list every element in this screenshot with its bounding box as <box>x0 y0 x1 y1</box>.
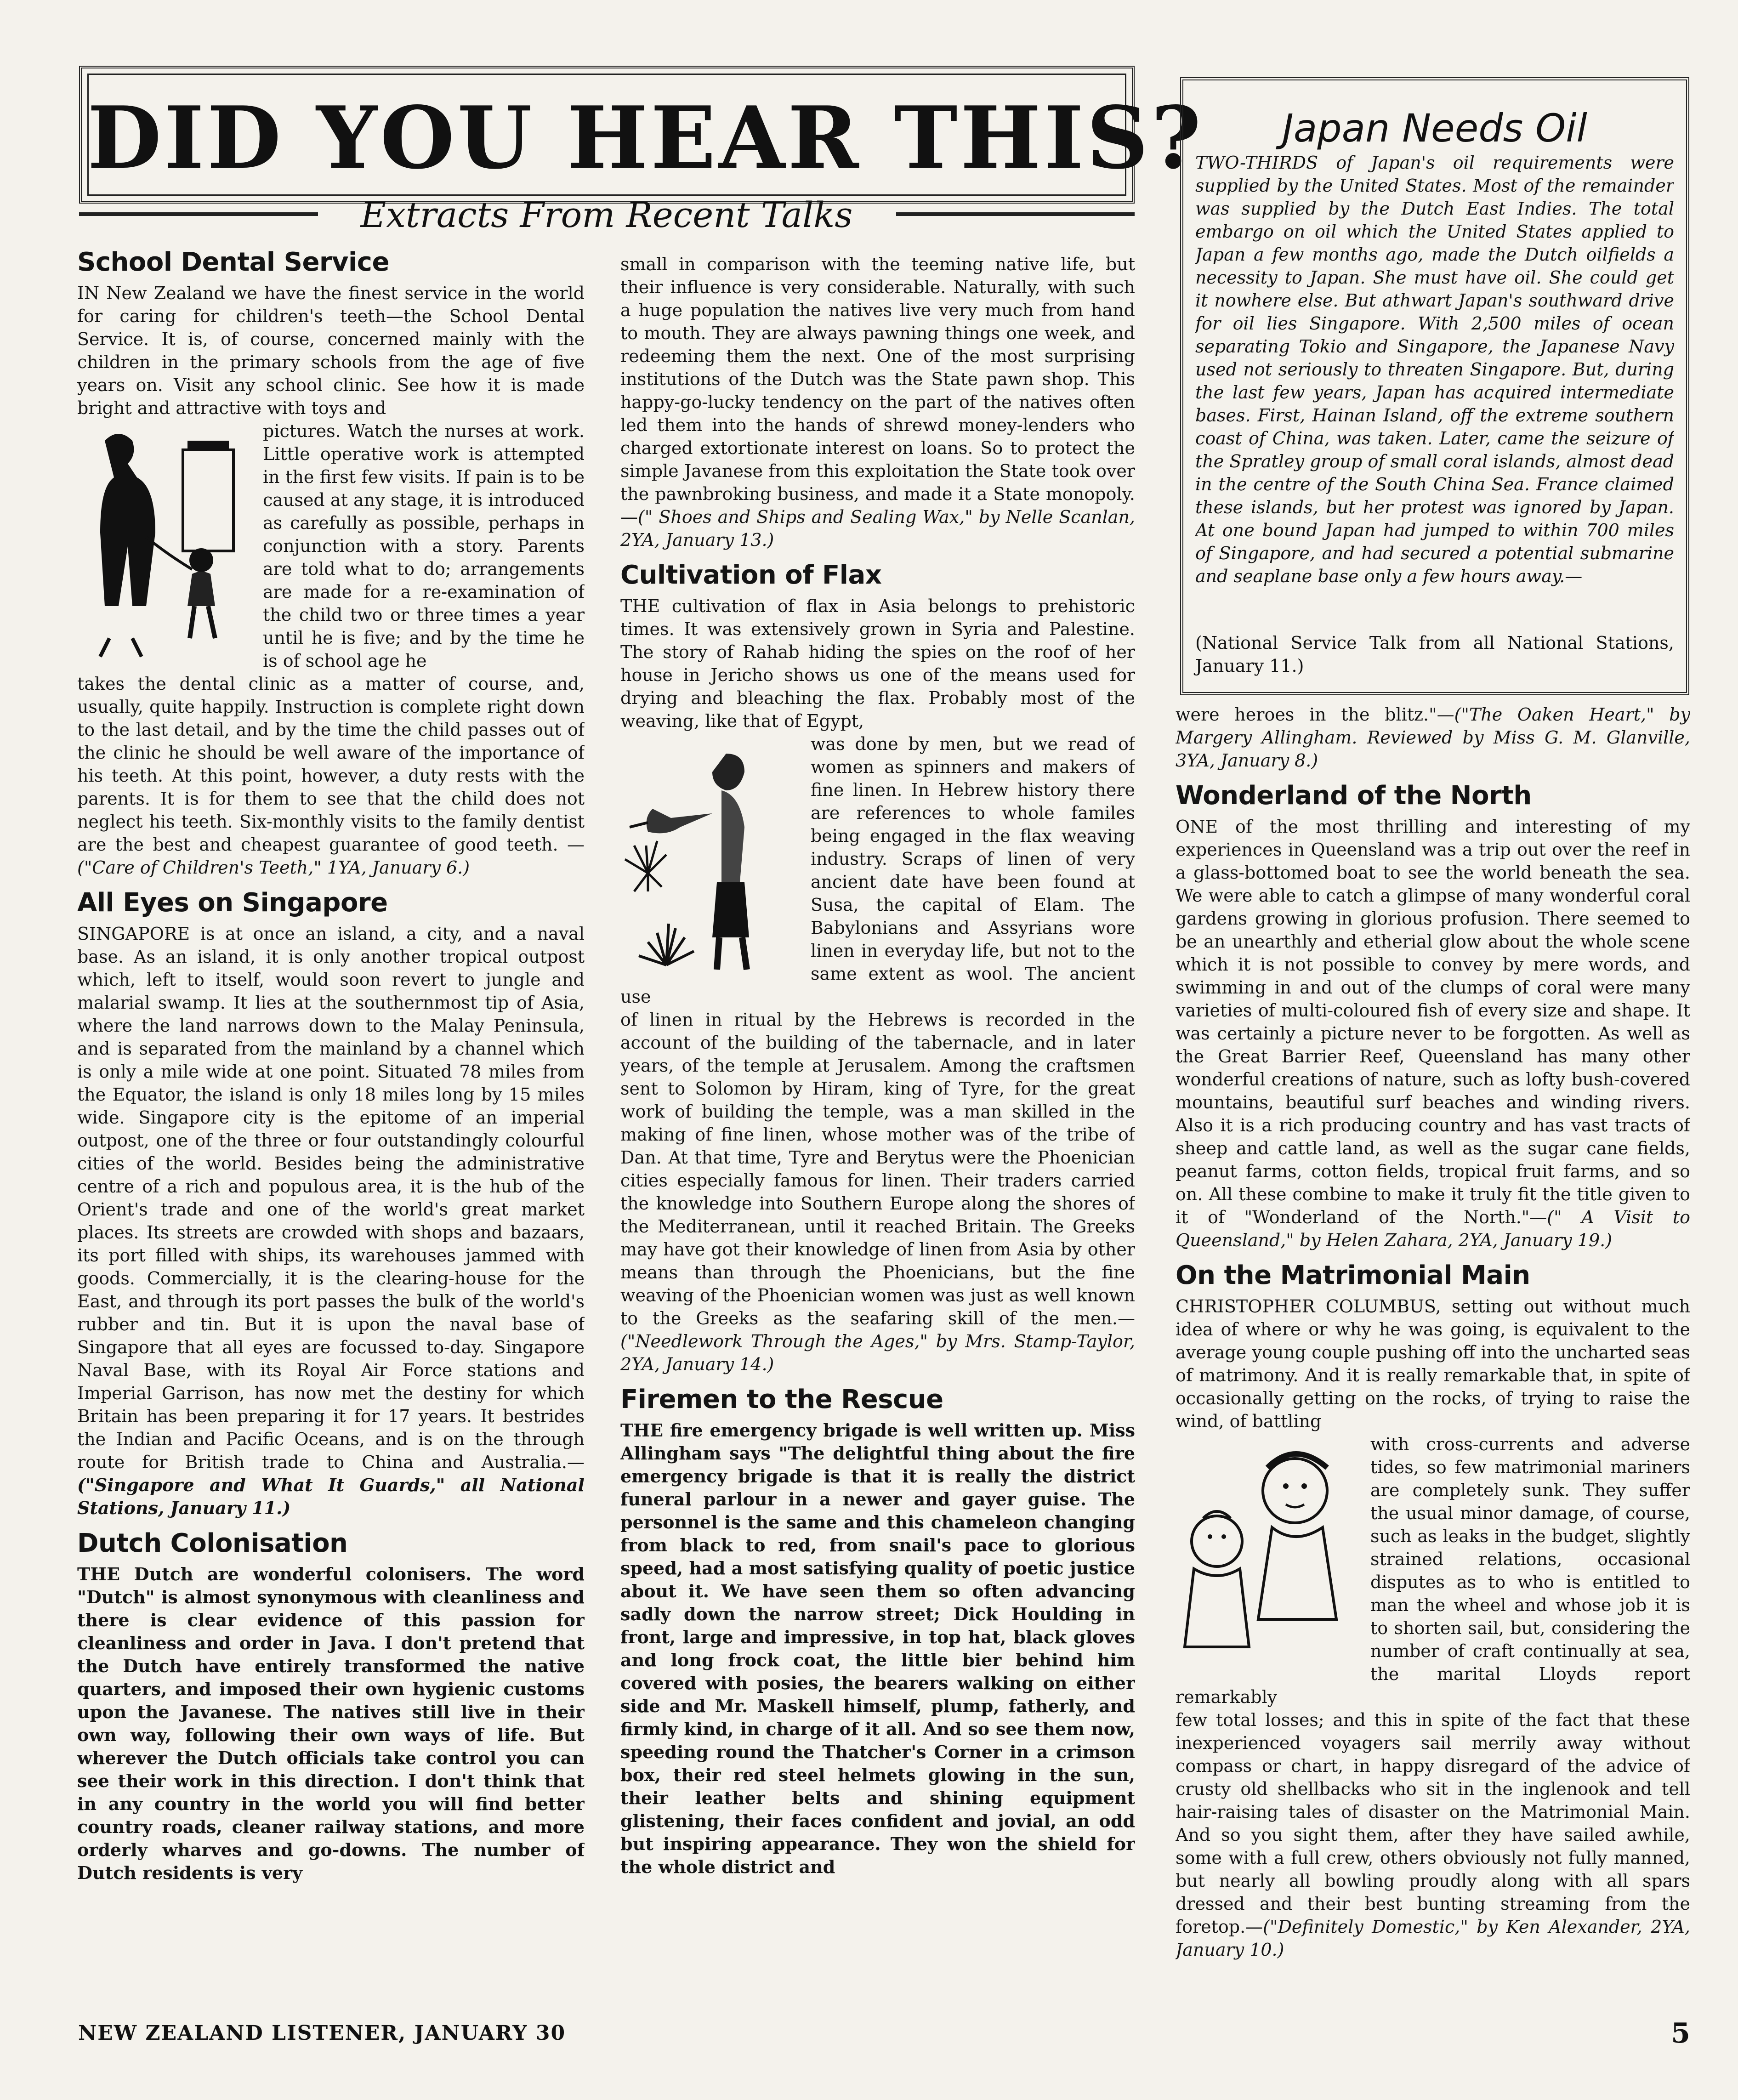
column-3 <box>1176 703 1690 1978</box>
dental-body-2: pictures. Watch the nurses at work. Little operative work is attempted in the first few visits. If pain is to be caused at any stage, it is introduced as carefully as possible, perhaps in conjunction with a story. Parents are told what to do; arrangements are made for a re-examination of the child two or three times a year until he is five; and by the time he is of school age he <box>263 421 585 671</box>
heading-firemen: Firemen to the Rescue <box>620 1385 943 1414</box>
firemen-cite: ("The Oaken Heart," by Margery Allingham. Reviewed by Miss G. M. Glanville, 3YA, January 8.) <box>1176 704 1690 771</box>
sidebar-credit: (National Service Talk from all National Stations, January 11.) <box>1195 633 1674 676</box>
dentist-nurse-child-illustration <box>77 422 252 661</box>
footer-page-number: 5 <box>1671 2017 1691 2049</box>
matrimonial-body-3 <box>1176 1708 1690 1961</box>
heading-dental: School Dental Service <box>77 247 389 277</box>
matrimonial-body-2: with cross-currents and adverse tides, so few matrimonial mariners are completely sunk. They suffer the usual minor damage, of course, such as leaks in the budget, slightly strained relations, occasional disputes as to who is entitled to man the wheel and whose job it is to shorten sail, but, considering the number of craft continually at sea, the marital Lloyds report remarkably <box>1176 1434 1690 1707</box>
flax-body-3 <box>620 1008 1135 1376</box>
dutch-body: THE Dutch are wonderful colonisers. The word "Dutch" is almost synonymous with cleanliness and there is clear evidence of this passion for cleanliness and order in Java. I don't pretend that the Dutch have entirely transformed the native quarters, and imposed their own hygienic customs upon the Javanese. The natives still live in their own way, following their own ways of life. But wherever the Dutch officials take control you can see their work in this direction. I don't think that in any country in the world you will find better country roads, cleaner railway stations, and more orderly wharves and go-downs. The number of Dutch residents is very <box>77 1564 585 1883</box>
flax-body-3-text: of linen in ritual by the Hebrews is recorded in the account of the building of the tabernacle, and in later years, of the temple at Jerusalem. Among the craftsmen sent to Solomon by Hiram, king of Tyre, for the great work of building the temple, was a man skilled in the making of fine linen, whose mother was of the tribe of Dan. At that time, Tyre and Berytus were the Phoenician cities especially famous for linen. Their traders carried the knowledge into Southern Europe along the shores of the Mediterranean, until it reached Britain. The Greeks may have got their knowledge of linen from Asia by other means than through the Phoenicians, but the fine weaving of the Phoenician women was just as well known to the Greeks as the seafaring skill of the men.— <box>620 1010 1135 1328</box>
heading-flax: Cultivation of Flax <box>620 560 882 590</box>
heading-matrimonial: On the Matrimonial Main <box>1176 1260 1530 1290</box>
firemen-body: THE fire emergency brigade is well written up. Miss Allingham says "The delightful thing about the fire emergency brigade is that it is really the district funeral parlour in a newer and gayer guise. The personnel is the same and this chameleon changing from black to red, from snail's pace to glorious speed, had a most satisfying quality of poetic justice about it. We have seen them so often advancing sadly down the narrow street; Dick Houlding in front, large and impressive, in top hat, black gloves and long frock coat, the little bier behind him covered with posies, the bearers walking on either side and Mr. Maskell himself, plump, fatherly, and firmly kind, in charge of it all. And so see them now, speeding round the Thatcher's Corner in a crimson box, their red steel helmets glowing in the sun, their leather belts and shining equipment glistening, their faces confident and jovial, an odd but inspiring appearance. They won the shield for the whole district and <box>620 1420 1135 1877</box>
heading-wonderland: Wonderland of the North <box>1176 781 1532 811</box>
subtitle-rule-left <box>79 212 318 216</box>
sidebar-body: TWO-THIRDS of Japan's oil requirements were supplied by the United States. Most of the remainder was supplied by the Dutch East Indies. The total embargo on oil which the United States applied to Japan a few months ago, made the Dutch oilfields a necessity to Japan. She must have oil. She could get it nowhere else. But athwart Japan's southward drive for oil lies Singapore. With 2,500 miles of ocean separating Tokio and Singapore, the Japanese Navy used not seriously to threaten Singapore. But, during the last few years, Japan has acquired intermediate bases. First, Hainan Island, off the extreme southern coast of China, was taken. Later, came the seizure of the Spratley group of small coral islands, almost dead in the centre of the South China Sea. France claimed these islands, but her protest was ignored by Japan. At one bound Japan had jumped to within 700 miles of Singapore, and had secured a potential submarine and seaplane base only a few hours away.— <box>1195 153 1674 586</box>
couple-illustration <box>1176 1436 1359 1665</box>
firemen-body-cont-text: were heroes in the blitz."— <box>1176 704 1454 725</box>
dutch-body-cont-text: small in comparison with the teeming native life, but their influence is very considerable. Naturally, with such a huge population the natives live very much from hand to mouth. They are always pawning things one week, and redeeming them the next. One of the most surprising institutions of the Dutch was the State pawn shop. This happy-go-lucky tendency on the part of the natives often led them into the hands of shrewd money-lenders who charged extortionate interest on loans. So to protect the simple Javanese from this exploitation the State took over the pawnbroking business, and made it a State monopoly.— <box>620 254 1135 527</box>
flax-cite: ("Needlework Through the Ages," by Mrs. Stamp-Taylor, 2YA, January 14.) <box>620 1331 1135 1374</box>
singapore-body-text: SINGAPORE is at once an island, a city, and a naval base. As an island, it is only another tropical outpost which, left to itself, would soon revert to jungle and malarial swamp. It lies at the southernmost tip of Asia, where the land narrows down to the Malay Peninsula, and is separated from the mainland by a channel which is only a mile wide at one point. Situated 78 miles from the Equator, the island is only 18 miles long by 15 miles wide. Singapore city is the epitome of an imperial outpost, one of the three or four outstandingly colourful cities of the world. Besides being the administrative centre of a rich and populous area, it is the hub of the Orient's trade and one of the world's great market places. Its streets are crowded with shops and bazaars, its port filled with ships, its warehouses jammed with goods. Commercially, it is the clearing-house for the East, and through its port passes the bulk of the world's rubber and tin. But it is upon the naval base of Singapore that all eyes are focussed to-day. Singapore Naval Base, with its Royal Air Force stations and Imperial Garrison, has now met the destiny for which Britain has been preparing it for 17 years. It bestrides the Indian and Pacific Oceans, and is on the through route for British trade to China and Australia.— <box>77 924 585 1472</box>
masthead-title: DID YOU HEAR THIS? <box>87 87 1204 188</box>
firemen-body-cont <box>1176 703 1690 772</box>
matrimonial-illustration-wrap <box>1176 1436 1359 1665</box>
flax-illustration-wrap <box>620 735 800 983</box>
footer-publication: NEW ZEALAND LISTENER, JANUARY 30 <box>78 2021 566 2045</box>
wonderland-body-text: ONE of the most thrilling and interesting of my experiences in Queensland was a trip out over the reef in a glass-bottomed boat to see the world beneath the sea. We were able to catch a glimpse of many wonderful coral gardens growing in glorious profusion. There seemed to be an unearthly and etherial glow about the whole scene which it is not possible to convey by mere words, and swimming in and out of the clumps of coral were many varieties of multi-coloured fish of every size and shape. It was certainly a picture never to be forgotten. As well as the Great Barrier Reef, Queensland has many other wonderful creations of nature, such as lofty bush-covered mountains, beautiful surf beaches and winding rivers. Also it is a rich producing country and has vast tracts of sheep and cattle land, as well as the sugar cane fields, peanut farms, cotton fields, tropical fruit farms, and so on. All these combine to make it truly fit the title given to it of "Wonderland of the North."— <box>1176 817 1690 1227</box>
subtitle-rule-right <box>896 212 1135 216</box>
dental-body-3-text: takes the dental clinic as a matter of course, and, usually, quite happily. Instruction is complete right down to the last detail, and by the time the child passes out of the clinic he should be well aware of the importance of his teeth. At this point, however, a duty rests with the parents. It is for them to see that the child does not neglect his teeth. Six-monthly visits to the family dentist are the best and cheapest guarantee of good teeth. — <box>77 674 585 855</box>
wonderland-cite: (" A Visit to Queensland," by Helen Zahara, 2YA, January 19.) <box>1176 1207 1690 1250</box>
sidebar-title: Japan Needs Oil <box>1282 106 1587 151</box>
dental-cite: ("Care of Children's Teeth," 1YA, January 6.) <box>77 857 470 878</box>
matrimonial-cite: ("Definitely Domestic," by Ken Alexander, 2YA, January 10.) <box>1176 1917 1690 1960</box>
flax-body-1: THE cultivation of flax in Asia belongs to prehistoric times. It was extensively grown in Syria and Palestine. The story of Rahab hiding the spies on the roof of her house in Jericho shows us one of the means used for drying and bleaching the flax. Probably most of the weaving, like that of Egypt, <box>620 596 1135 731</box>
singapore-body <box>77 922 585 1520</box>
wonderland-body <box>1176 815 1690 1252</box>
sidebar-box <box>1180 77 1689 695</box>
dental-body-3 <box>77 672 585 879</box>
masthead-subtitle: Extracts From Recent Talks <box>360 194 853 235</box>
man-watering-flax-illustration <box>620 735 800 983</box>
dental-body-1: IN New Zealand we have the finest service in the world for caring for children's teeth—the School Dental Service. It is, of course, concerned mainly with the children in the primary schools from the age of five years on. Visit any school clinic. See how it is made bright and attractive with toys and <box>77 283 585 418</box>
dutch-body-cont <box>620 253 1135 551</box>
flax-body-2: was done by men, but we read of women as spinners and makers of fine linen. In Hebrew history there are references to whole familes being engaged in the flax weaving industry. Scraps of linen of very ancient date have been found at Susa, the capital of Elam. The Babylonians and Assyrians wore linen in everyday life, but not to the same extent as wool. The ancient use <box>620 734 1135 1007</box>
matrimonial-body-3-text: few total losses; and this in spite of the fact that these inexperienced voyagers sail merrily away without compass or chart, in happy disregard of the advice of crusty old shellbacks who sit in the inglenook and tell hair-raising tales of disaster on the Matrimonial Main. And so you sight them, after they have sailed awhile, some with a full crew, others obviously not fully manned, but nearly all bowling proudly along with all spars dressed and their best bunting streaming from the foretop.— <box>1176 1710 1690 1937</box>
column-2 <box>620 253 1135 1978</box>
heading-singapore: All Eyes on Singapore <box>77 888 388 918</box>
heading-dutch: Dutch Colonisation <box>77 1528 348 1558</box>
column-1 <box>77 246 585 1978</box>
dental-illustration-wrap <box>77 422 252 661</box>
matrimonial-body-1: CHRISTOPHER COLUMBUS, setting out without much idea of where or why he was going, is equivalent to the average young couple pushing off into the uncharted seas of matrimony. And it is really remarkable that, in spite of occasionally getting on the rocks, of trying to raise the wind, of battling <box>1176 1296 1690 1431</box>
dutch-cite: (" Shoes and Ships and Sealing Wax," by Nelle Scanlan, 2YA, January 13.) <box>620 507 1135 550</box>
singapore-cite: ("Singapore and What It Guards," all National Stations, January 11.) <box>77 1475 585 1518</box>
